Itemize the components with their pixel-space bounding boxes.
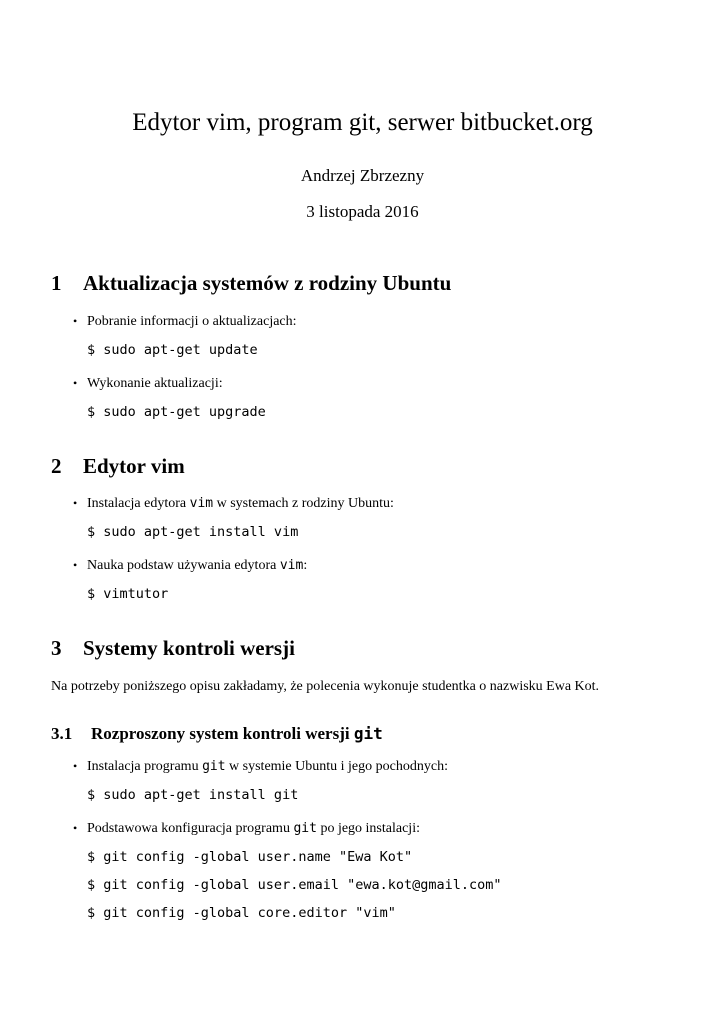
- subsection-title: [91, 724, 383, 744]
- document-title: Edytor vim, program git, serwer bitbucket.org: [132, 109, 593, 136]
- list-item: [73, 821, 420, 837]
- date: 3 listopada 2016: [306, 202, 419, 221]
- list-item-text-before: Podstawowa konfiguracja programu: [87, 821, 294, 836]
- command-line: $ git config -global user.email "ewa.kot@gmail.com": [87, 877, 502, 893]
- bullet-icon: •: [73, 376, 78, 390]
- command-line: $ git config -global core.editor "vim": [87, 905, 396, 921]
- section-3-heading: [51, 636, 671, 662]
- bullet-icon: •: [73, 821, 78, 835]
- subsection-number: 3.1: [51, 724, 73, 743]
- section-number: 3: [51, 636, 62, 660]
- bullet-icon: •: [73, 314, 78, 328]
- inline-code: vim: [189, 496, 214, 511]
- inline-code: vim: [279, 558, 304, 573]
- inline-code: git: [293, 821, 317, 836]
- author: Andrzej Zbrzezny: [300, 166, 425, 185]
- list-item: [73, 759, 448, 775]
- bullet-icon: •: [73, 558, 78, 572]
- bullet-icon: •: [73, 496, 78, 510]
- list-item-text: Pobranie informacji o aktualizacjach:: [87, 314, 297, 329]
- list-item: [73, 314, 297, 330]
- list-item: [73, 496, 394, 512]
- subsection-title-text: Rozproszony system kontroli wersji: [91, 724, 354, 743]
- list-item-text-before: Instalacja programu: [87, 759, 203, 774]
- command-line: $ sudo apt-get upgrade: [87, 404, 266, 420]
- list-item-text-after: w systemie Ubuntu i jego pochodnych:: [225, 759, 448, 774]
- list-item-text-after: w systemach z rodziny Ubuntu:: [213, 496, 394, 511]
- section-number: 1: [51, 271, 62, 295]
- list-item-text-before: Nauka podstaw używania edytora: [87, 558, 280, 573]
- command-line: $ sudo apt-get update: [87, 342, 258, 358]
- inline-code: git: [202, 759, 226, 774]
- section-title: Edytor vim: [83, 454, 185, 478]
- subsection-title-code: git: [353, 724, 383, 743]
- section-number: 2: [51, 454, 62, 478]
- section-2-heading: [51, 454, 671, 480]
- command-line: $ sudo apt-get install git: [87, 787, 299, 803]
- command-line: $ sudo apt-get install vim: [87, 524, 299, 540]
- subsection-heading: [51, 724, 671, 746]
- list-item: [73, 558, 308, 574]
- section-1-heading: [51, 271, 671, 297]
- section-title: Aktualizacja systemów z rodziny Ubuntu: [83, 271, 452, 295]
- list-item-text-before: Instalacja edytora: [87, 496, 190, 511]
- list-item-text-after: :: [303, 558, 308, 573]
- command-line: $ vimtutor: [87, 586, 169, 602]
- bullet-icon: •: [73, 759, 78, 773]
- list-item-text-after: po jego instalacji:: [316, 821, 420, 836]
- command-line: $ git config -global user.name "Ewa Kot": [87, 849, 413, 865]
- list-item: [73, 376, 223, 392]
- list-item-text: Wykonanie aktualizacji:: [87, 376, 223, 391]
- section-paragraph: Na potrzeby poniższego opisu zakładamy, że polecenia wykonuje studentka o nazwisku Ewa Kot.: [51, 679, 600, 694]
- section-title: Systemy kontroli wersji: [83, 636, 295, 660]
